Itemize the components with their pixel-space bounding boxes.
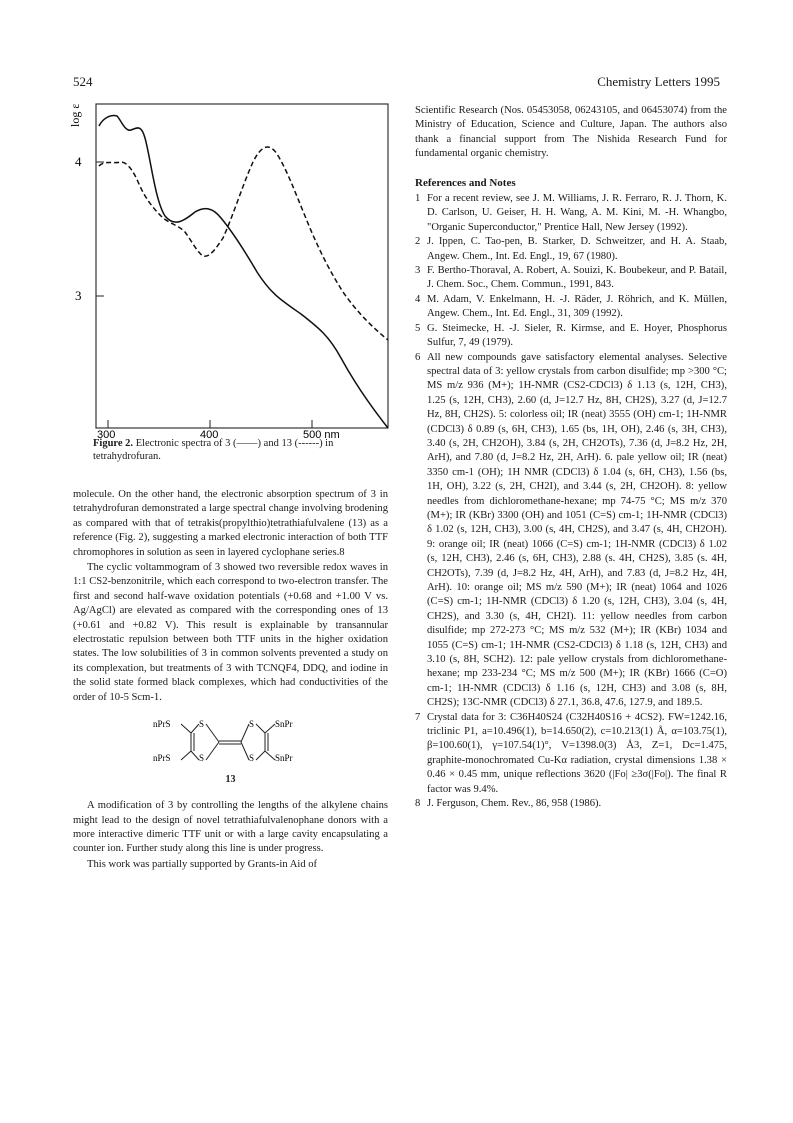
structure-drawing [153, 711, 313, 773]
spectrum-plot [68, 100, 393, 441]
page-number: 524 [73, 74, 93, 89]
body-paragraph: The cyclic voltammogram of 3 showed two reversible redox waves in 1:1 CS2-benzonitrile, which each correspond to two-electron transfer. The first and second half-wave oxidation potentials (+0.68 and +1.00 V vs. Ag/AgCl) are elevated as compared with the corresponding ones of 13 (+0.61 and +0.82 V). This result is explainable by transannular electrostatic repulsion between both TTF units in the higher oxidation states. The low solubilities of 3 in common solvents prevented a study on its complexation, but treatments of 3 with TCNQF4, DDQ, and iodine in the solid state formed black complexes, which had conductivities of the order of 10-5 Scm-1. [73, 562, 388, 703]
acknowledgment-text: Scientific Research (Nos. 05453058, 06243105, and 06453074) from the Ministry of Education, Science and Culture, Japan. The authors also thank a financial support from The Nishida Research Fund for fundamental organic chemistry. [415, 105, 727, 160]
ref-text: Crystal data for 3: C36H40S24 (C32H40S16 + 4CS2). FW=1242.16, triclinic P1, a=10.496(1), b=14.650(2), c=10.213(1) Å, α=103.75(1), β=100.60(1), γ=107.54(1)°, V=1398.0(3) Å3, Z=1, Dc=1.475, graphite-monochromated Cu-Kα radiation, crystal dimensions 1.38 × 0.46 × 0.45 mm, unique reflections 3620 (|Fo| ≥3σ(|Fo|). The final R factor was 9.4%. [427, 711, 727, 795]
journal-header: Chemistry Letters 1995 [597, 74, 720, 89]
ref-number: 4 [415, 293, 421, 305]
reference-item [415, 797, 727, 811]
body-paragraph: molecule. On the other hand, the electronic absorption spectrum of 3 in tetrahydrofuran demonstrated a large spectral change involving brodening as compared with that of tetrakis(propylthio)tetrathiafulvalene (13) as a reference (Fig. 2), suggesting a marked electronic interaction of both TTF chromophores in solution as seen in layered cyclophane series.8 [73, 489, 388, 558]
caption-text: Electronic spectra of 3 (——) and 13 (------) in tetrahydrofuran. [93, 438, 334, 462]
reference-list [415, 192, 727, 811]
reference-item [415, 351, 727, 711]
x-tick-label-500: 500 nm [303, 429, 340, 441]
body-paragraph: This work was partially supported by Grants-in Aid of [87, 858, 318, 870]
y-tick-label-4: 4 [75, 154, 82, 169]
y-tick-label-3: 3 [75, 288, 82, 303]
y-axis-label: log ε [68, 103, 82, 127]
ref-number: 2 [415, 236, 421, 248]
right-column [415, 104, 727, 812]
ref-number: 8 [415, 798, 421, 810]
ring-s-3: S [249, 719, 255, 730]
series-13-curve [99, 147, 388, 340]
reference-item [415, 192, 727, 235]
references-heading: References and Notes [415, 176, 516, 189]
reference-item [415, 322, 727, 351]
reference-item [415, 264, 727, 293]
ref-text: M. Adam, V. Enkelmann, H. -J. Räder, J. Röhrich, and K. Müllen, Angew. Chem., Int. Ed. Engl., 31, 309 (1992). [427, 293, 727, 320]
ring-s-2: S [199, 753, 205, 764]
ref-number: 3 [415, 265, 421, 277]
ref-text: For a recent review, see J. M. Williams, J. R. Ferraro, R. J. Thorn, K. D. Carlson, U. Geiser, H. H. Wang, A. M. Kini, M. -H. Whangbo, "Organic Superconductor," Prentice Hall, New Jersey (1992). [427, 193, 727, 233]
ref-number: 6 [415, 351, 421, 363]
spectrum-figure [68, 100, 393, 441]
x-tick-label-300: 300 [97, 429, 116, 441]
reference-item [415, 711, 727, 797]
ref-text: All new compounds gave satisfactory elemental analyses. Selective spectral data of 3: yellow crystals from carbon disulfide; mp >300 °C; MS m/z 936 (M+); 1H-NMR (CS2-CDCl3) δ 1.13 (s, 12H, CH3), 1.25 (s, 12H, CH3), 2.60 (d, J=12.7 Hz, 8H, CH2S), 3.27 (d, J=12.7 Hz, 8H, CH2S). 5: colorless oil; IR (neat) 3555 (OH) cm-1; 1H-NMR (CDCl3) δ 0.89 (s, 6H, CH3), 1.65 (bs, 1H, OH), 2.46 (s, 3H, CH3), 3.40 (s, 2H, CH2OH), 3.84 (s, 2H, CH2OTs), 7.36 (d, J=8.2 Hz, 2H, ArH), and 7.80 (d, J=8.2 Hz, 2H, ArH). 6. pale yellow oil; IR (neat) 3350 cm-1 (OH); 1H NMR (CDCl3) δ 1.04 (s, 6H, CH3), 1.56 (bs, 1H, OH), 3.22 (s, 2H, CH2I), and 3.44 (s, 2H, CH2OH). 8: yellow needles from dichloromethane-hexane; mp 74-75 °C; MS m/z 370 (M+); IR (KBr) 3300 (OH) and 1051 (C=S) cm-1; 1H-NMR (CDCl3) δ 1.02 (s, 12H, CH3), 3.00 (s, 4H, CH2S), and 3.47 (s, 4H, CH2OH). 9: orange oil; IR (neat) 1066 (C=S) cm-1; 1H-NMR (CDCl3) δ 1.02 (s, 12H, CH3), 2.46 (s, 6H, CH3), 2.88 (s. 4H, CH2S), 3.85 (s. 4H, CH2OTs), 7.39 (d, J=8.2 Hz, 4H, ArH), and 7.83 (d, J=8.2 Hz, 4H, ArH). 10: orange oil; MS m/z 590 (M+); IR (neat) 1064 and 1026 (C=S) cm-1; 1H-NMR (CDCl3) δ 1.20 (s, 12H, CH3), 3.04 (s, 4H, CH2S), and 3.30 (s, 4H, CH2I). 11: yellow needles from carbon disulfide; mp 272-273 °C; MS m/z 532 (M+); IR (KBr) 1034 and 1055 (C=S) cm-1; 1H-NMR (CS2-CDCl3) δ 1.18 (s, 12H, CH3) and 3.10 (s, 8H, SCH2). 12: pale yellow crystals from dichloromethane-hexane; mp 233-234 °C; MS m/z 500 (M+); IR (KBr) 1666 (C=O) cm-1; 1H-NMR (CDCl3) δ 1.16 (s, 12H, CH3) and 3.08 (s, 8H, CH2S); 13C-NMR (CDCl3) δ 27.1, 36.8, 47.6, 127.9, and 189.5. [427, 351, 727, 709]
ref-text: F. Bertho-Thoraval, A. Robert, A. Souizi, K. Boubekeur, and P. Batail, J. Chem. Soc., Chem. Commun., 1991, 843. [427, 265, 727, 291]
ref-number: 1 [415, 193, 421, 205]
ref-text: G. Steimecke, H. -J. Sieler, R. Kirmse, and E. Hoyer, Phosphorus Sulfur, 7, 49 (1979). [427, 322, 727, 349]
ref-number: 7 [415, 711, 421, 723]
ref-text: J. Ippen, C. Tao-pen, B. Starker, D. Schweitzer, and H. A. Staab, Angew. Chem., Int. Ed. Engl., 19, 67 (1980). [427, 236, 727, 262]
compound-number: 13 [225, 774, 236, 786]
left-column [73, 488, 388, 873]
body-paragraph: A modification of 3 by controlling the lengths of the alkylene chains might lead to the design of novel tetrathiafulvalenophane donors with a more interactive dimeric TTF unit or with a large cavity encapsulating a counter ion. Further study along this line is under progress. [73, 800, 388, 855]
reference-item [415, 235, 727, 264]
figure-caption [93, 437, 383, 463]
substituent-br: SnPr [275, 753, 293, 764]
x-tick-label-400: 400 [200, 429, 219, 441]
ref-text: J. Ferguson, Chem. Rev., 86, 958 (1986). [427, 798, 602, 810]
ring-s-1: S [199, 719, 205, 730]
plot-frame [96, 104, 388, 428]
ring-s-4: S [249, 753, 255, 764]
substituent-tl: nPrS [153, 719, 171, 730]
substituent-bl: nPrS [153, 753, 171, 764]
series-3-curve [99, 115, 388, 428]
caption-label: Figure 2. [93, 438, 134, 449]
substituent-tr: SnPr [275, 719, 293, 730]
reference-item [415, 293, 727, 322]
ttf-structure-13 [73, 711, 388, 785]
ref-number: 5 [415, 322, 421, 334]
